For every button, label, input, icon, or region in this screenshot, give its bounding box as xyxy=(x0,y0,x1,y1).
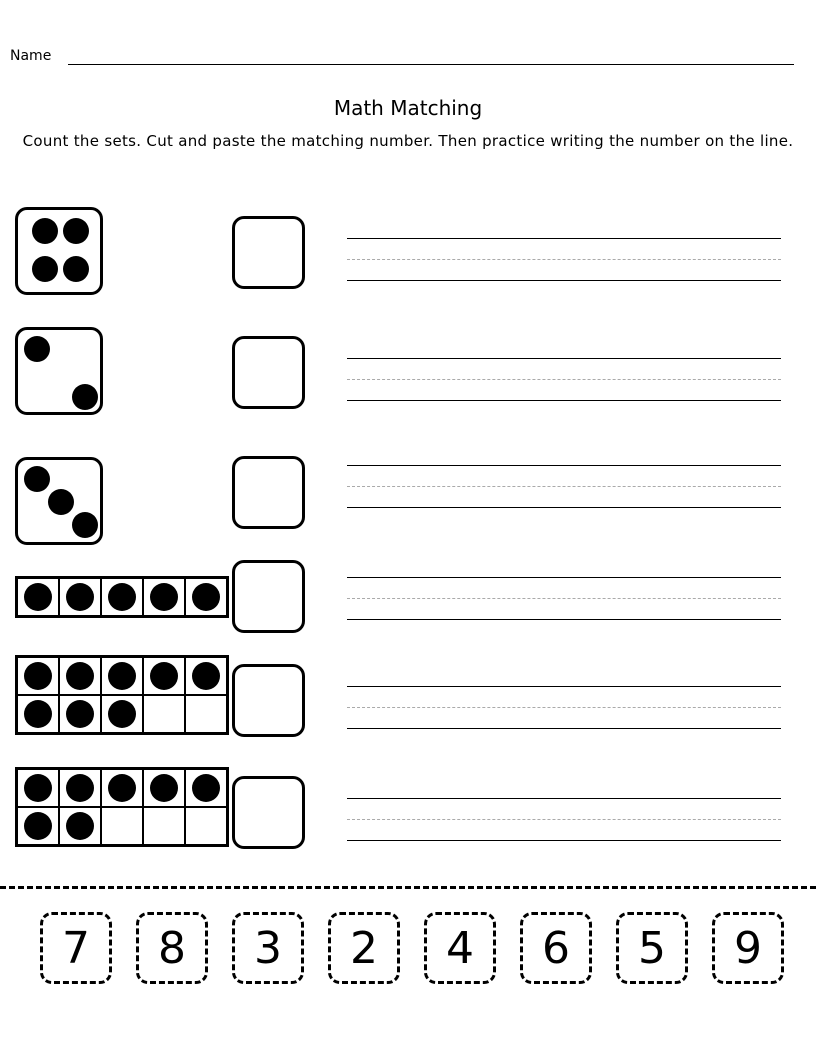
pip xyxy=(24,466,50,492)
pip xyxy=(32,218,58,244)
name-line[interactable] xyxy=(68,64,794,65)
counter-dot xyxy=(108,774,136,802)
counter-dot xyxy=(150,774,178,802)
writing-lines[interactable] xyxy=(347,577,781,621)
counter-dot xyxy=(66,662,94,690)
die-two xyxy=(15,327,103,415)
number-tile[interactable]: 8 xyxy=(136,912,208,984)
pip xyxy=(63,256,89,282)
pip xyxy=(72,384,98,410)
writing-lines[interactable] xyxy=(347,238,781,282)
pip xyxy=(32,256,58,282)
answer-box[interactable] xyxy=(232,456,305,529)
pip xyxy=(72,512,98,538)
die-four xyxy=(15,207,103,295)
counter-dot xyxy=(192,583,220,611)
answer-box[interactable] xyxy=(232,336,305,409)
counter-dot xyxy=(150,583,178,611)
number-tile[interactable]: 2 xyxy=(328,912,400,984)
die-three xyxy=(15,457,103,545)
answer-box[interactable] xyxy=(232,776,305,849)
counter-dot xyxy=(24,700,52,728)
number-tile[interactable]: 5 xyxy=(616,912,688,984)
writing-lines[interactable] xyxy=(347,798,781,842)
cut-line xyxy=(0,886,816,889)
counter-dot xyxy=(192,774,220,802)
page-title: Math Matching xyxy=(333,96,483,120)
counter-dot xyxy=(108,583,136,611)
counter-dot xyxy=(66,812,94,840)
number-tile[interactable]: 7 xyxy=(40,912,112,984)
counter-dot xyxy=(66,774,94,802)
instructions: Count the sets. Cut and paste the matching number. Then practice writing the number on the line. xyxy=(22,132,794,150)
answer-box[interactable] xyxy=(232,560,305,633)
counter-dot xyxy=(108,700,136,728)
pip xyxy=(24,336,50,362)
writing-lines[interactable] xyxy=(347,465,781,509)
counter-dot xyxy=(24,812,52,840)
writing-lines[interactable] xyxy=(347,686,781,730)
answer-box[interactable] xyxy=(232,664,305,737)
name-label: Name xyxy=(10,48,52,64)
counter-dot xyxy=(66,583,94,611)
counter-dot xyxy=(24,774,52,802)
answer-box[interactable] xyxy=(232,216,305,289)
counter-dot xyxy=(108,662,136,690)
counter-dot xyxy=(24,662,52,690)
number-tile[interactable]: 4 xyxy=(424,912,496,984)
writing-lines[interactable] xyxy=(347,358,781,402)
ten-frame-seven xyxy=(15,767,229,847)
number-tile[interactable]: 6 xyxy=(520,912,592,984)
number-tile[interactable]: 9 xyxy=(712,912,784,984)
counter-dot xyxy=(24,583,52,611)
counter-dot xyxy=(192,662,220,690)
five-frame xyxy=(15,576,229,618)
pip xyxy=(48,489,74,515)
number-tile[interactable]: 3 xyxy=(232,912,304,984)
pip xyxy=(63,218,89,244)
counter-dot xyxy=(150,662,178,690)
ten-frame-eight xyxy=(15,655,229,735)
counter-dot xyxy=(66,700,94,728)
